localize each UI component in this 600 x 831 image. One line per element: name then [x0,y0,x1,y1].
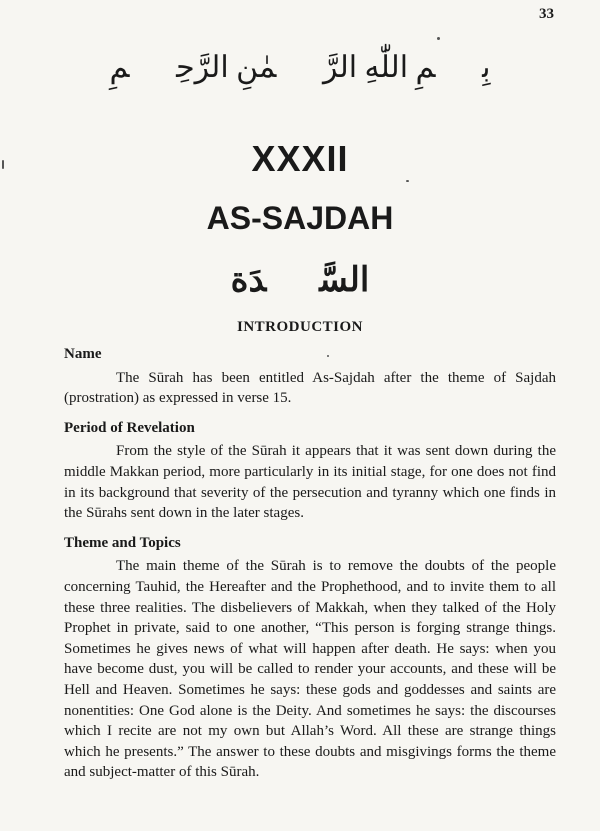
page-number: 33 [539,6,554,22]
scan-speck [437,37,440,40]
section-body-theme: The main theme of the Sūrah is to remove the doubts of the people concerning Tauhid, the Hereafter and the Prophethood, and to invite them to all these three realities. The disbelievers of Makkah, when they talked of the Holy Prophet in private, said to one another, “This person is forging strange things. Sometimes he gives news of what will happen after death. He says: when you have become dust, you will be called to render your accounts, and these will be Hell and Heaven. Sometimes he says: these gods and goddesses and saints are nonentities: One God alone is the Deity. And sometimes he says: the discourses which I recite are not my own but Allah’s Word. All these are strange things which he presents.” The answer to these doubts and misgivings forms the theme and subject-matter of this Sūrah. [64,558,556,781]
section-heading-name: Name [64,346,102,362]
scan-speck [327,355,329,357]
bismillah-calligraphy: بِسۡمِ اللّٰهِ الرَّحۡمٰنِ الرَّحِيۡمِ [109,51,491,84]
section-heading-theme: Theme and Topics [64,534,181,551]
surah-title: AS-SAJDAH [206,200,394,236]
introduction-content [64,344,556,783]
surah-title-arabic: السَّجۡدَة [230,262,370,299]
introduction-heading: INTRODUCTION [236,319,363,335]
section-heading-period: Period of Revelation [64,419,195,436]
section-body-name: The Sūrah has been entitled As-Sajdah after the theme of Sajdah (prostration) as expressed in verse 15. [64,369,556,407]
section-body-period: From the style of the Sūrah it appears that it was sent down during the middle Makkan period, more particularly in its initial stage, for one does not find in its background that severity of the persecution and tyranny which one finds in the Sūrahs sent down in the later stages. [64,443,556,522]
surah-number: XXXII [251,138,349,179]
scan-speck [2,160,4,169]
scan-speck [406,180,409,182]
